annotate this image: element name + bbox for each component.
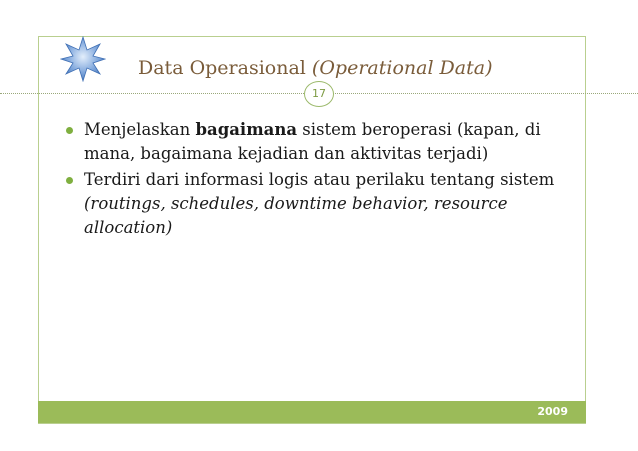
bullet-dot-icon [66, 177, 73, 184]
bullet-text-italic: (routings, schedules, downtime behavior, resource allocation) [84, 194, 508, 237]
bullet-text-post: sistem beroperasi (kapan, di mana, bagaimana kejadian dan aktivitas terjadi) [84, 120, 541, 163]
bullet-item [66, 118, 571, 166]
slide-title [138, 57, 493, 79]
footer-year: 2009 [537, 405, 568, 418]
bullet-item [66, 168, 571, 240]
title-italic: (Operational Data) [311, 57, 493, 79]
footer-bar [38, 401, 586, 423]
title-main: Data Operasional [138, 57, 306, 79]
star-logo-icon [60, 36, 106, 82]
bullet-text-pre: Terdiri dari informasi logis atau perilaku tentang sistem [84, 170, 555, 189]
bullet-dot-icon [66, 127, 73, 134]
bullet-text-pre: Menjelaskan [84, 120, 196, 139]
slide-content [66, 118, 571, 242]
bullet-text-bold: bagaimana [195, 120, 298, 139]
page-number-badge: 17 [304, 81, 334, 107]
